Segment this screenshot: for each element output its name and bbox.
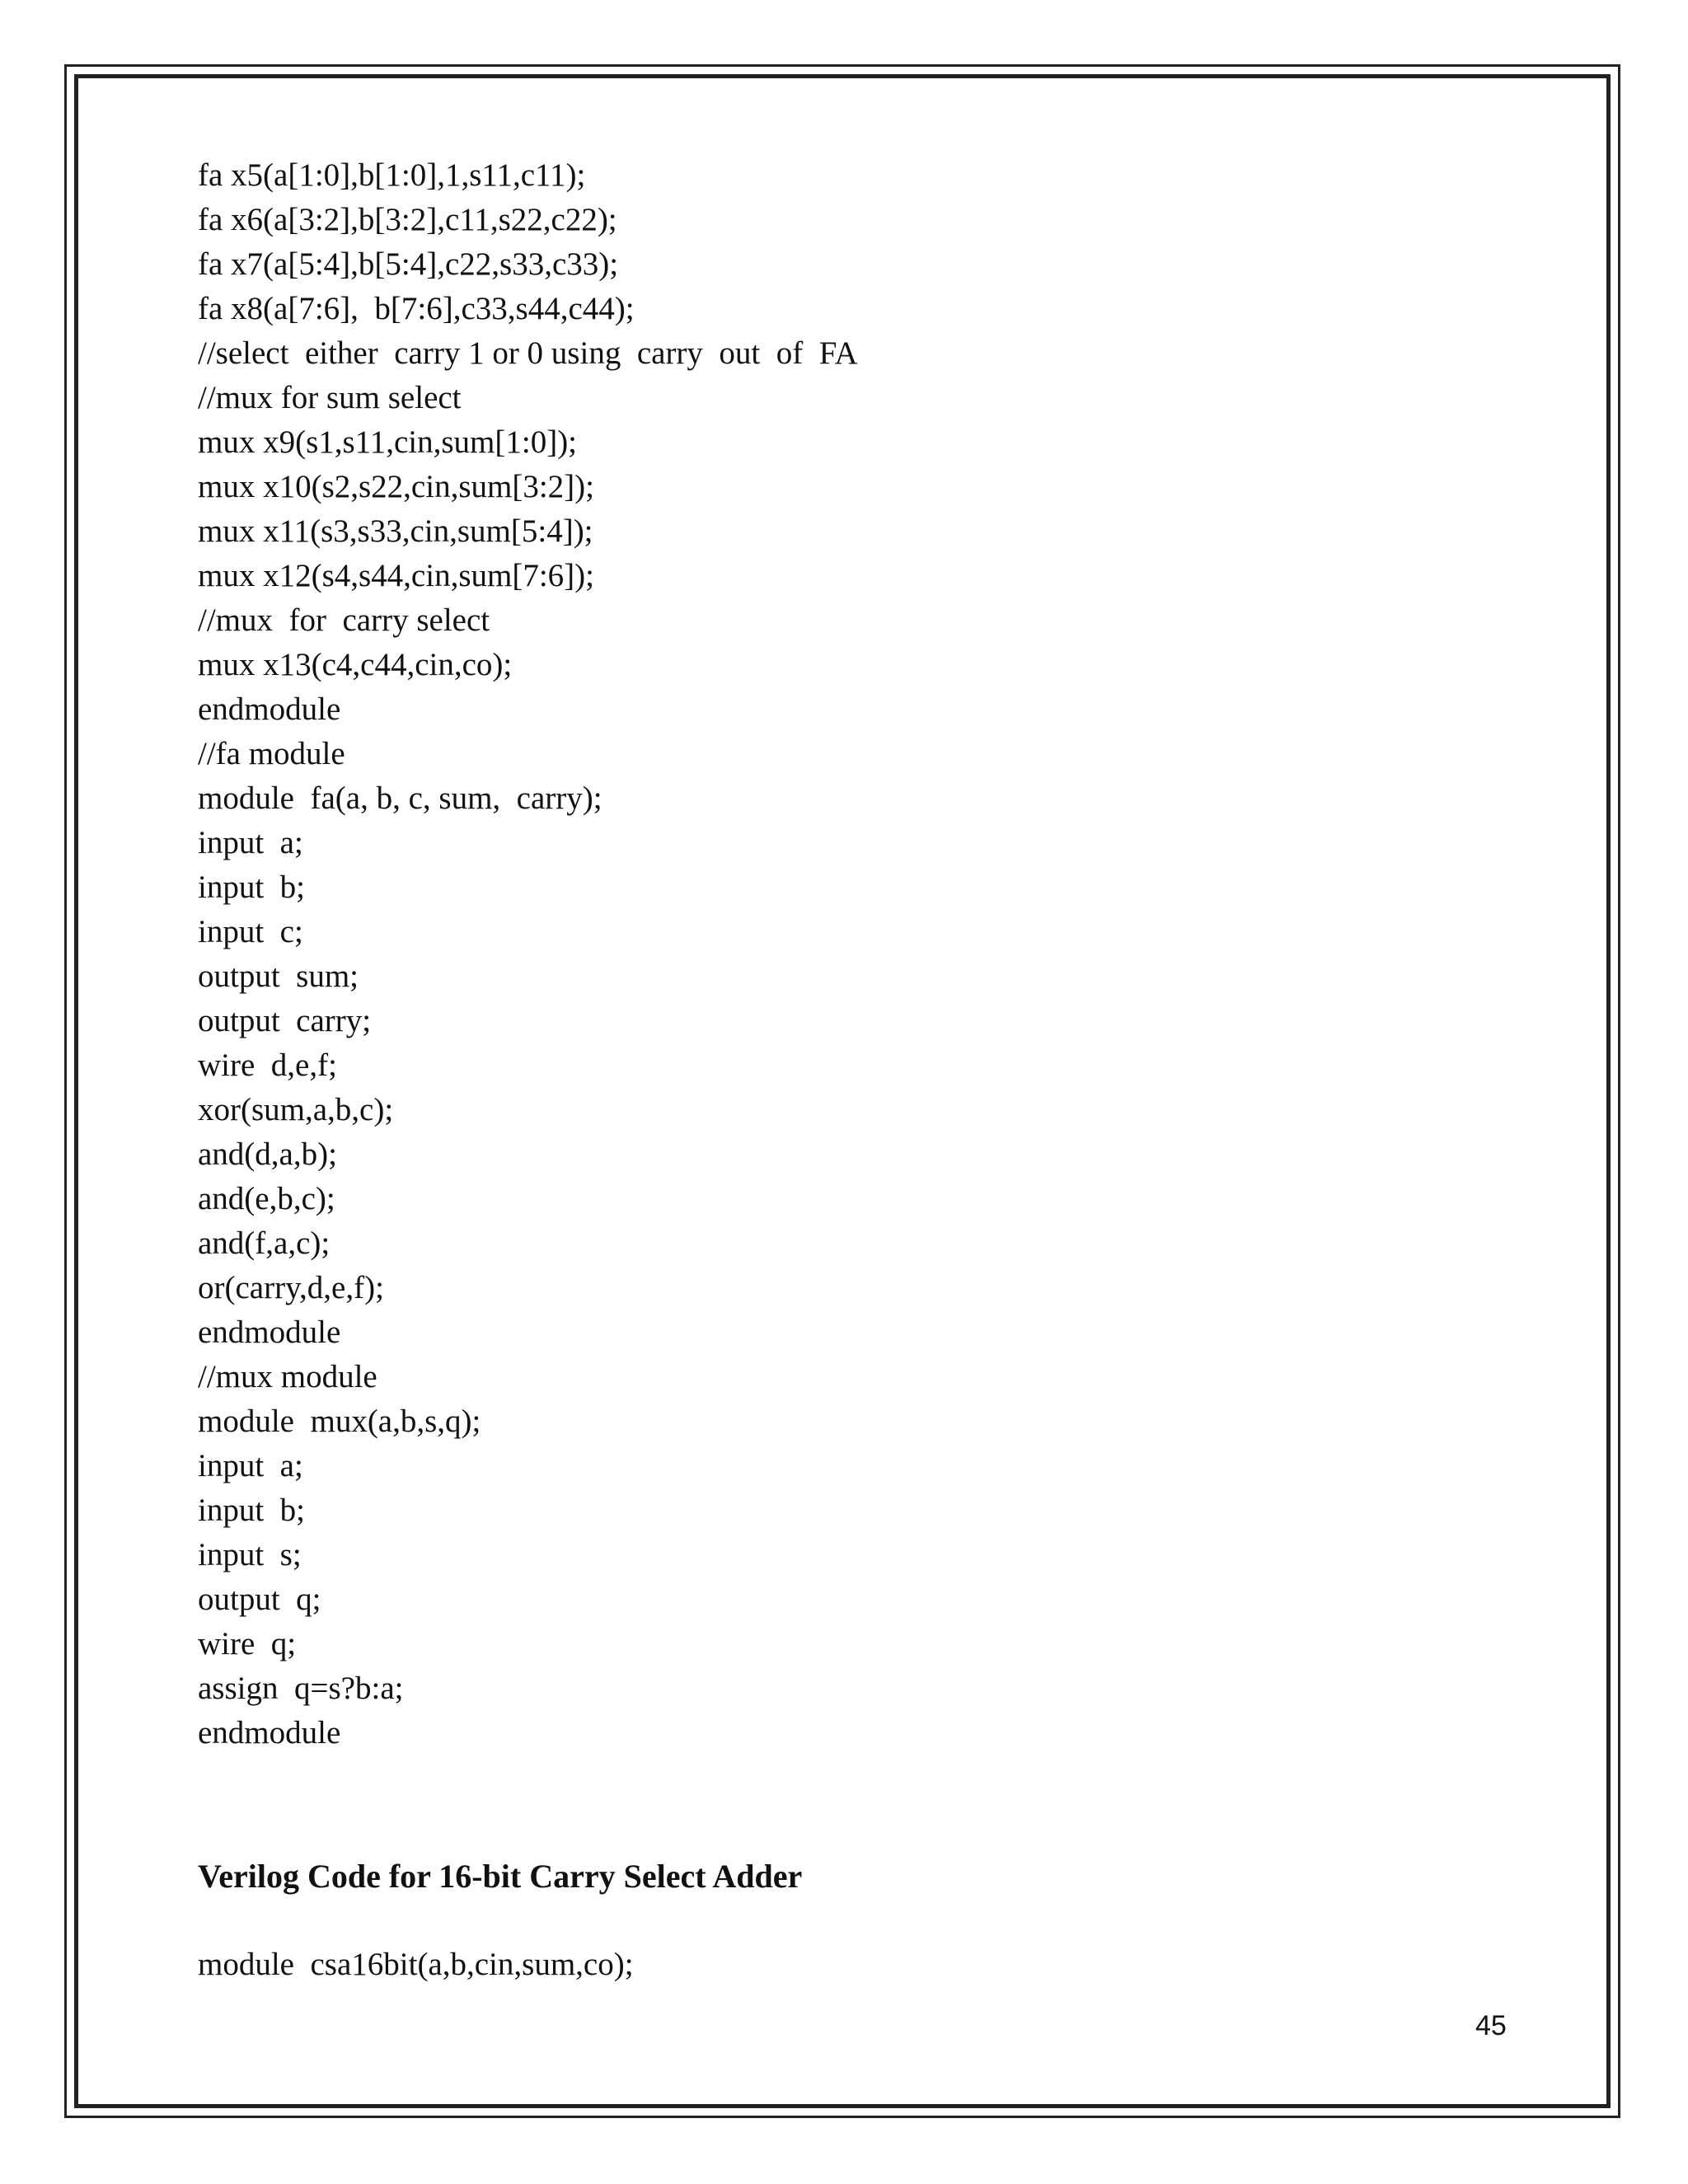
code-line: fa x8(a[7:6], b[7:6],c33,s44,c44);: [198, 291, 635, 326]
code-line: mux x10(s2,s22,cin,sum[3:2]);: [198, 469, 594, 504]
code-line: xor(sum,a,b,c);: [198, 1092, 394, 1127]
code-line: endmodule: [198, 1715, 341, 1750]
code-line: or(carry,d,e,f);: [198, 1270, 384, 1305]
code-line: wire d,e,f;: [198, 1047, 337, 1083]
code-line: and(d,a,b);: [198, 1137, 337, 1172]
code-line: output sum;: [198, 958, 359, 994]
code-line: fa x7(a[5:4],b[5:4],c22,s33,c33);: [198, 246, 619, 282]
code-line: endmodule: [198, 1315, 341, 1350]
code-line: //fa module: [198, 736, 345, 771]
code-line: //select either carry 1 or 0 using carry out of FA: [198, 335, 858, 371]
code-line: endmodule: [198, 691, 341, 727]
code-line: input c;: [198, 914, 303, 949]
code-line: input b;: [198, 1493, 306, 1528]
code-line-module-csa16bit: module csa16bit(a,b,cin,sum,co);: [198, 1947, 634, 1982]
section-heading: Verilog Code for 16-bit Carry Select Adder: [198, 1858, 803, 1895]
code-line: mux x13(c4,c44,cin,co);: [198, 647, 513, 682]
code-line: module mux(a,b,s,q);: [198, 1404, 481, 1439]
code-line: assign q=s?b:a;: [198, 1671, 404, 1706]
code-line: and(f,a,c);: [198, 1226, 331, 1261]
code-line: module fa(a, b, c, sum, carry);: [198, 780, 603, 816]
code-line: input b;: [198, 869, 306, 905]
code-line: and(e,b,c);: [198, 1181, 335, 1216]
code-line: mux x9(s1,s11,cin,sum[1:0]);: [198, 424, 578, 460]
code-line: fa x6(a[3:2],b[3:2],c11,s22,c22);: [198, 202, 617, 237]
code-line: input a;: [198, 1448, 303, 1483]
code-line: wire q;: [198, 1626, 297, 1661]
code-line: //mux for carry select: [198, 602, 490, 638]
code-line: //mux module: [198, 1359, 377, 1394]
code-line: fa x5(a[1:0],b[1:0],1,s11,c11);: [198, 157, 586, 193]
code-line: input s;: [198, 1537, 302, 1572]
code-line: mux x11(s3,s33,cin,sum[5:4]);: [198, 513, 593, 549]
code-line: mux x12(s4,s44,cin,sum[7:6]);: [198, 558, 594, 593]
code-line: input a;: [198, 825, 303, 860]
verilog-code-block: [198, 153, 858, 1755]
code-line: //mux for sum select: [198, 380, 462, 415]
code-line: output carry;: [198, 1003, 372, 1038]
code-line: output q;: [198, 1582, 321, 1617]
page-number: 45: [1475, 2010, 1507, 2041]
